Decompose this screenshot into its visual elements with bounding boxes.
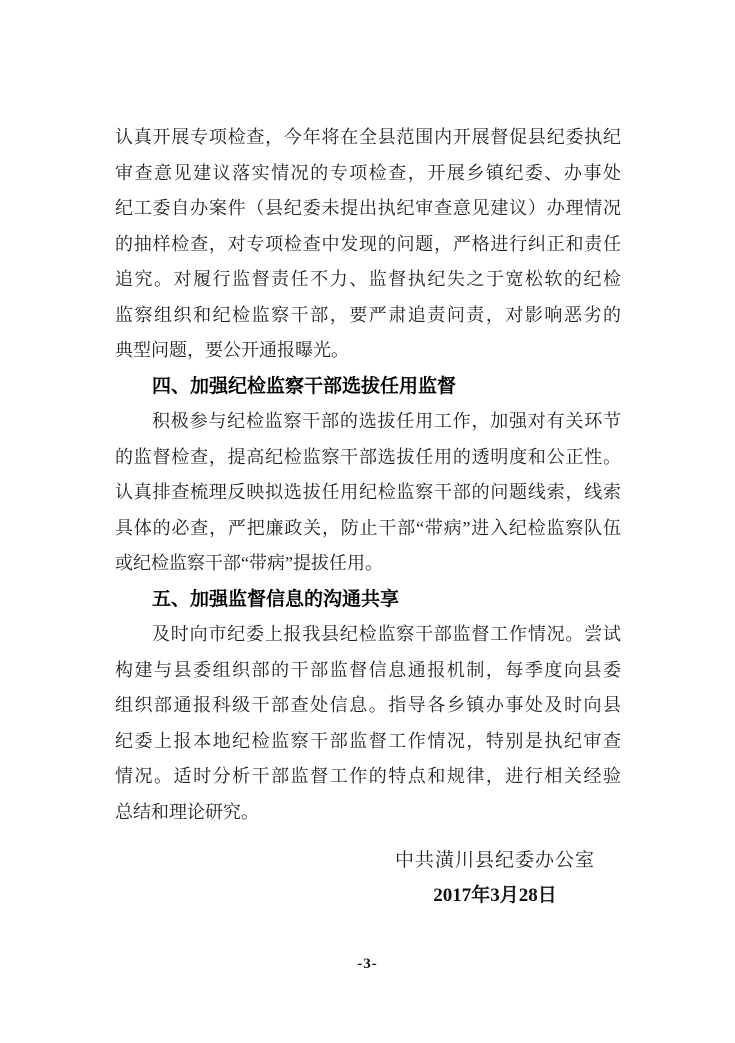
text-line: 及时向市纪委上报我县纪检监察干部监督工作情况。尝试 (152, 624, 621, 644)
text-line: 或纪检监察干部“带病”提拔任用。 (115, 553, 383, 573)
text-line: 追究。对履行监督责任不力、监督执纪失之于宽松软的纪检 (115, 269, 621, 289)
text-line: 组织部通报科级干部查处信息。指导各乡镇办事处及时向县 (115, 695, 621, 715)
text-line: 监察组织和纪检监察干部，要严肃追责问责，对影响恶劣的 (115, 304, 621, 325)
text-line: 的抽样检查，对专项检查中发现的问题，严格进行纠正和责任 (115, 233, 621, 254)
document-body (115, 120, 621, 830)
page-number: -3- (357, 956, 378, 972)
section-heading: 四、加强纪检监察干部选拔任用监督 (152, 375, 457, 397)
text-line: 的监督检查，提高纪检监察干部选拔任用的透明度和公正性。 (115, 446, 621, 467)
text-line: 构建与县委组织部的干部监督信息通报机制，每季度向县委 (115, 659, 621, 680)
text-line: 纪委上报本地纪检监察干部监督工作情况，特别是执纪审查 (115, 730, 621, 751)
section-heading: 五、加强监督信息的沟通共享 (152, 588, 400, 610)
text-line: 情况。适时分析干部监督工作的特点和规律，进行相关经验 (115, 766, 621, 786)
date-line: 2017年3月28日 (433, 885, 557, 906)
signature-line: 中共潢川县纪委办公室 (394, 850, 595, 871)
text-line: 总结和理论研究。 (115, 801, 259, 822)
text-line: 积极参与纪检监察干部的选拔任用工作，加强对有关环节 (152, 411, 621, 431)
text-line: 审查意见建议落实情况的专项检查，开展乡镇纪委、办事处 (115, 162, 621, 183)
text-line: 认真排查梳理反映拟选拔任用纪检监察干部的问题线索，线索 (115, 482, 621, 502)
text-line: 具体的必查，严把廉政关，防止干部“带病”进入纪检监察队伍 (115, 517, 621, 538)
text-line: 典型问题，要公开通报曝光。 (115, 340, 349, 360)
text-line: 纪工委自办案件（县纪委未提出执纪审查意见建议）办理情况 (115, 198, 621, 218)
text-line: 认真开展专项检查，今年将在全县范围内开展督促县纪委执纪 (115, 127, 621, 147)
